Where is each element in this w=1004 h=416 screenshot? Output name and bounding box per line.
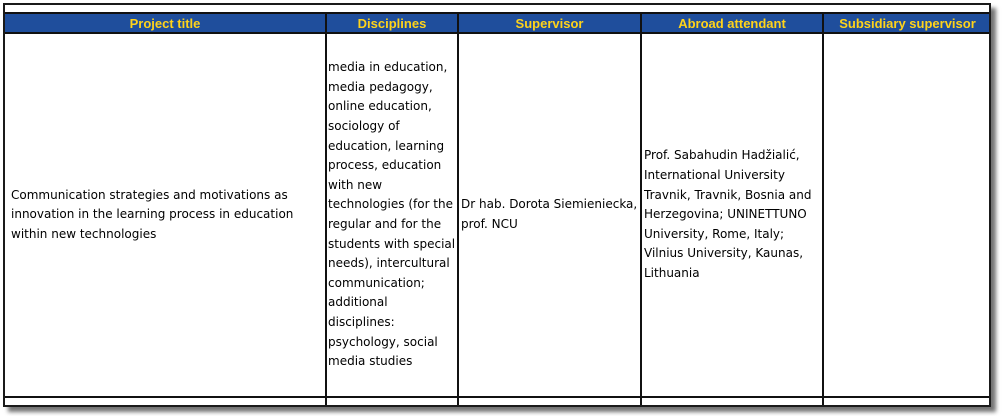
header-project-title: Project title: [4, 13, 326, 33]
partial-cell: [458, 397, 641, 407]
header-row: [4, 13, 991, 33]
cell-supervisor: Dr hab. Dorota Siemieniecka, prof. NCU: [458, 33, 641, 397]
header-supervisor: Supervisor: [458, 13, 641, 33]
table-row: [4, 33, 991, 397]
partial-cell: [641, 397, 823, 407]
partial-cell: [326, 397, 458, 407]
cell-project-title: Communication strategies and motivations as innovation in the learning process in education within new technologies: [4, 33, 326, 397]
cell-subsidiary-supervisor: [823, 33, 991, 397]
partial-cell: [823, 397, 991, 407]
partial-cell: [4, 397, 326, 407]
cell-disciplines: media in education, media pedagogy, online education, sociology of education, learning process, education with new technologies (for the regular and for the students with special needs), intercultural communication; additional disciplines: psychology, social media studies: [326, 33, 458, 397]
header-disciplines: Disciplines: [326, 13, 458, 33]
document-frame: [3, 3, 991, 407]
table-row-partial: [4, 397, 991, 407]
cell-abroad-attendant: Prof. Sabahudin Hadžialić, International University Travnik, Travnik, Bosnia and Herzegovina; UNINETTUNO University, Rome, Italy; Vilnius University, Kaunas, Lithuania: [641, 33, 823, 397]
header-abroad-attendant: Abroad attendant: [641, 13, 823, 33]
header-subsidiary-supervisor: Subsidiary supervisor: [823, 13, 991, 33]
projects-table: [3, 12, 991, 407]
